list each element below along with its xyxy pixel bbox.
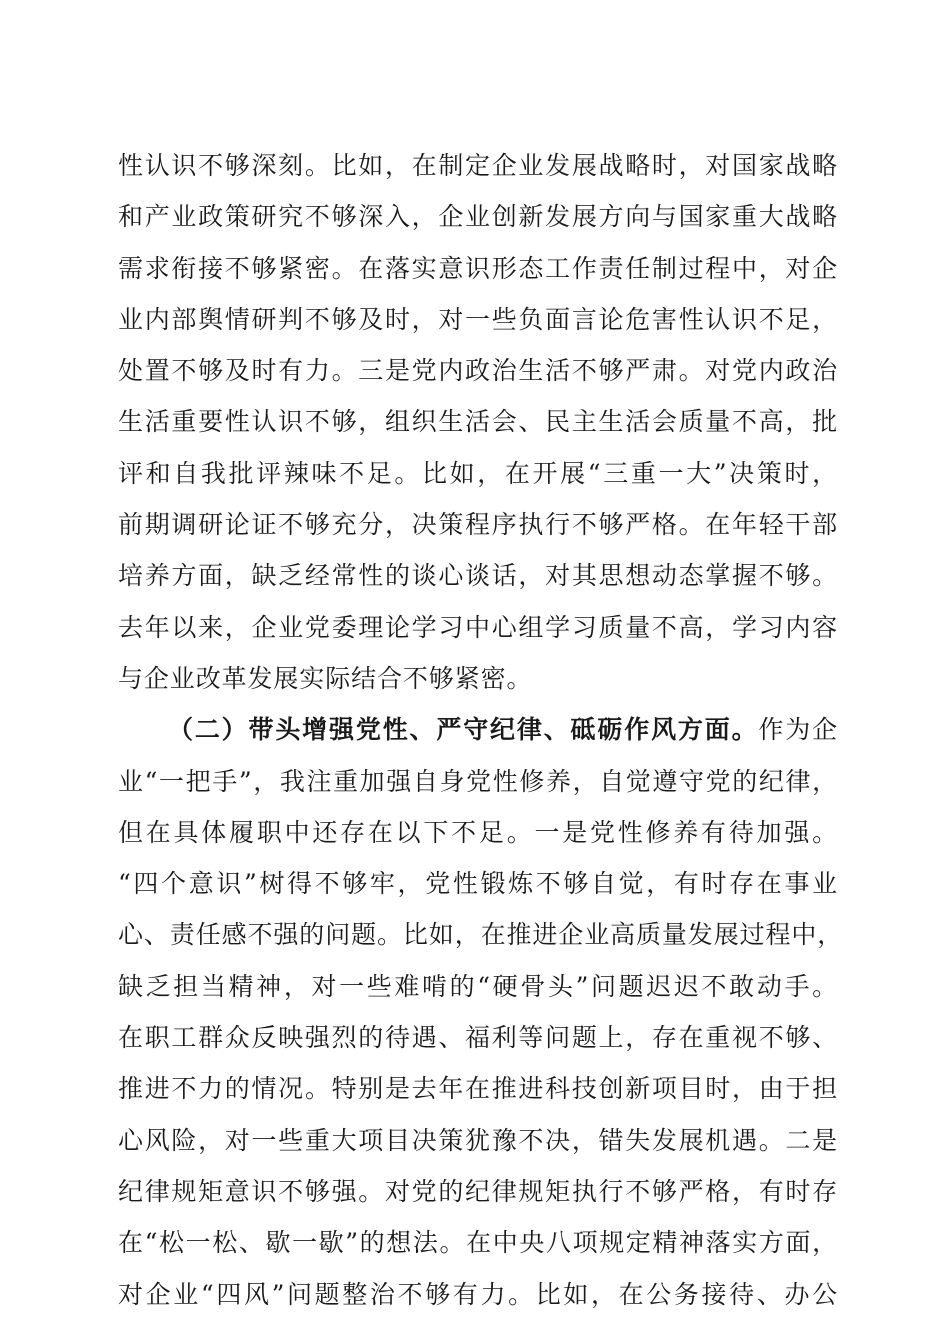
text-line: 缺乏担当精神，对一些难啃的“硬骨头”问题迟迟不敢动手。 — [118, 971, 838, 1001]
text-line: 心、责任感不强的问题。比如，在推进企业高质量发展过程中， — [118, 920, 844, 950]
text-line: 在职工群众反映强烈的待遇、福利等问题上，存在重视不够、 — [118, 1023, 838, 1053]
body-text — [118, 140, 844, 1320]
section-heading: （二）带头增强党性、严守纪律、砥砺作风方面。 — [168, 715, 759, 745]
text-line: 培养方面，缺乏经常性的谈心谈话，对其思想动态掌握不够。 — [118, 561, 838, 591]
text-line: 性认识不够深刻。比如，在制定企业发展战略时，对国家战略 — [118, 151, 838, 180]
text-line: 处置不够及时有力。三是党内政治生活不够严肃。对党内政治 — [118, 356, 838, 386]
text-line: 业“一把手”，我注重加强自身党性修养，自觉遵守党的纪律， — [118, 766, 838, 796]
text-line: 对企业“四风”问题整治不够有力。比如，在公务接待、办公 — [118, 1279, 838, 1309]
text-line: 推进不力的情况。特别是去年在推进科技创新项目时，由于担 — [118, 1074, 838, 1104]
text-line: 生活重要性认识不够，组织生活会、民主生活会质量不高，批 — [118, 407, 838, 437]
section-heading-line — [118, 704, 838, 755]
section-heading-tail: 作为企 — [758, 715, 838, 745]
text-line: 评和自我批评辣味不足。比如，在开展“三重一大”决策时， — [118, 458, 838, 488]
text-line: 需求衔接不够紧密。在落实意识形态工作责任制过程中，对企 — [118, 253, 838, 283]
text-line: 纪律规矩意识不够强。对党的纪律规矩执行不够严格，有时存 — [118, 1176, 838, 1206]
text-line: 前期调研论证不够充分，决策程序执行不够严格。在年轻干部 — [118, 510, 838, 540]
text-line: 但在具体履职中还存在以下不足。一是党性修养有待加强。 — [118, 817, 838, 847]
text-line: 和产业政策研究不够深入，企业创新发展方向与国家重大战略 — [118, 202, 838, 232]
text-line: 去年以来，企业党委理论学习中心组学习质量不高，学习内容 — [118, 612, 838, 642]
text-line: 业内部舆情研判不够及时，对一些负面言论危害性认识不足， — [118, 304, 838, 334]
text-line: “四个意识”树得不够牢，党性锻炼不够自觉，有时存在事业 — [118, 869, 838, 899]
text-line: 心风险，对一些重大项目决策犹豫不决，错失发展机遇。二是 — [118, 1125, 838, 1155]
text-line-last: 与企业改革发展实际结合不够紧密。 — [118, 663, 533, 693]
text-line: 在“松一松、歇一歇”的想法。在中央八项规定精神落实方面， — [118, 1228, 838, 1258]
